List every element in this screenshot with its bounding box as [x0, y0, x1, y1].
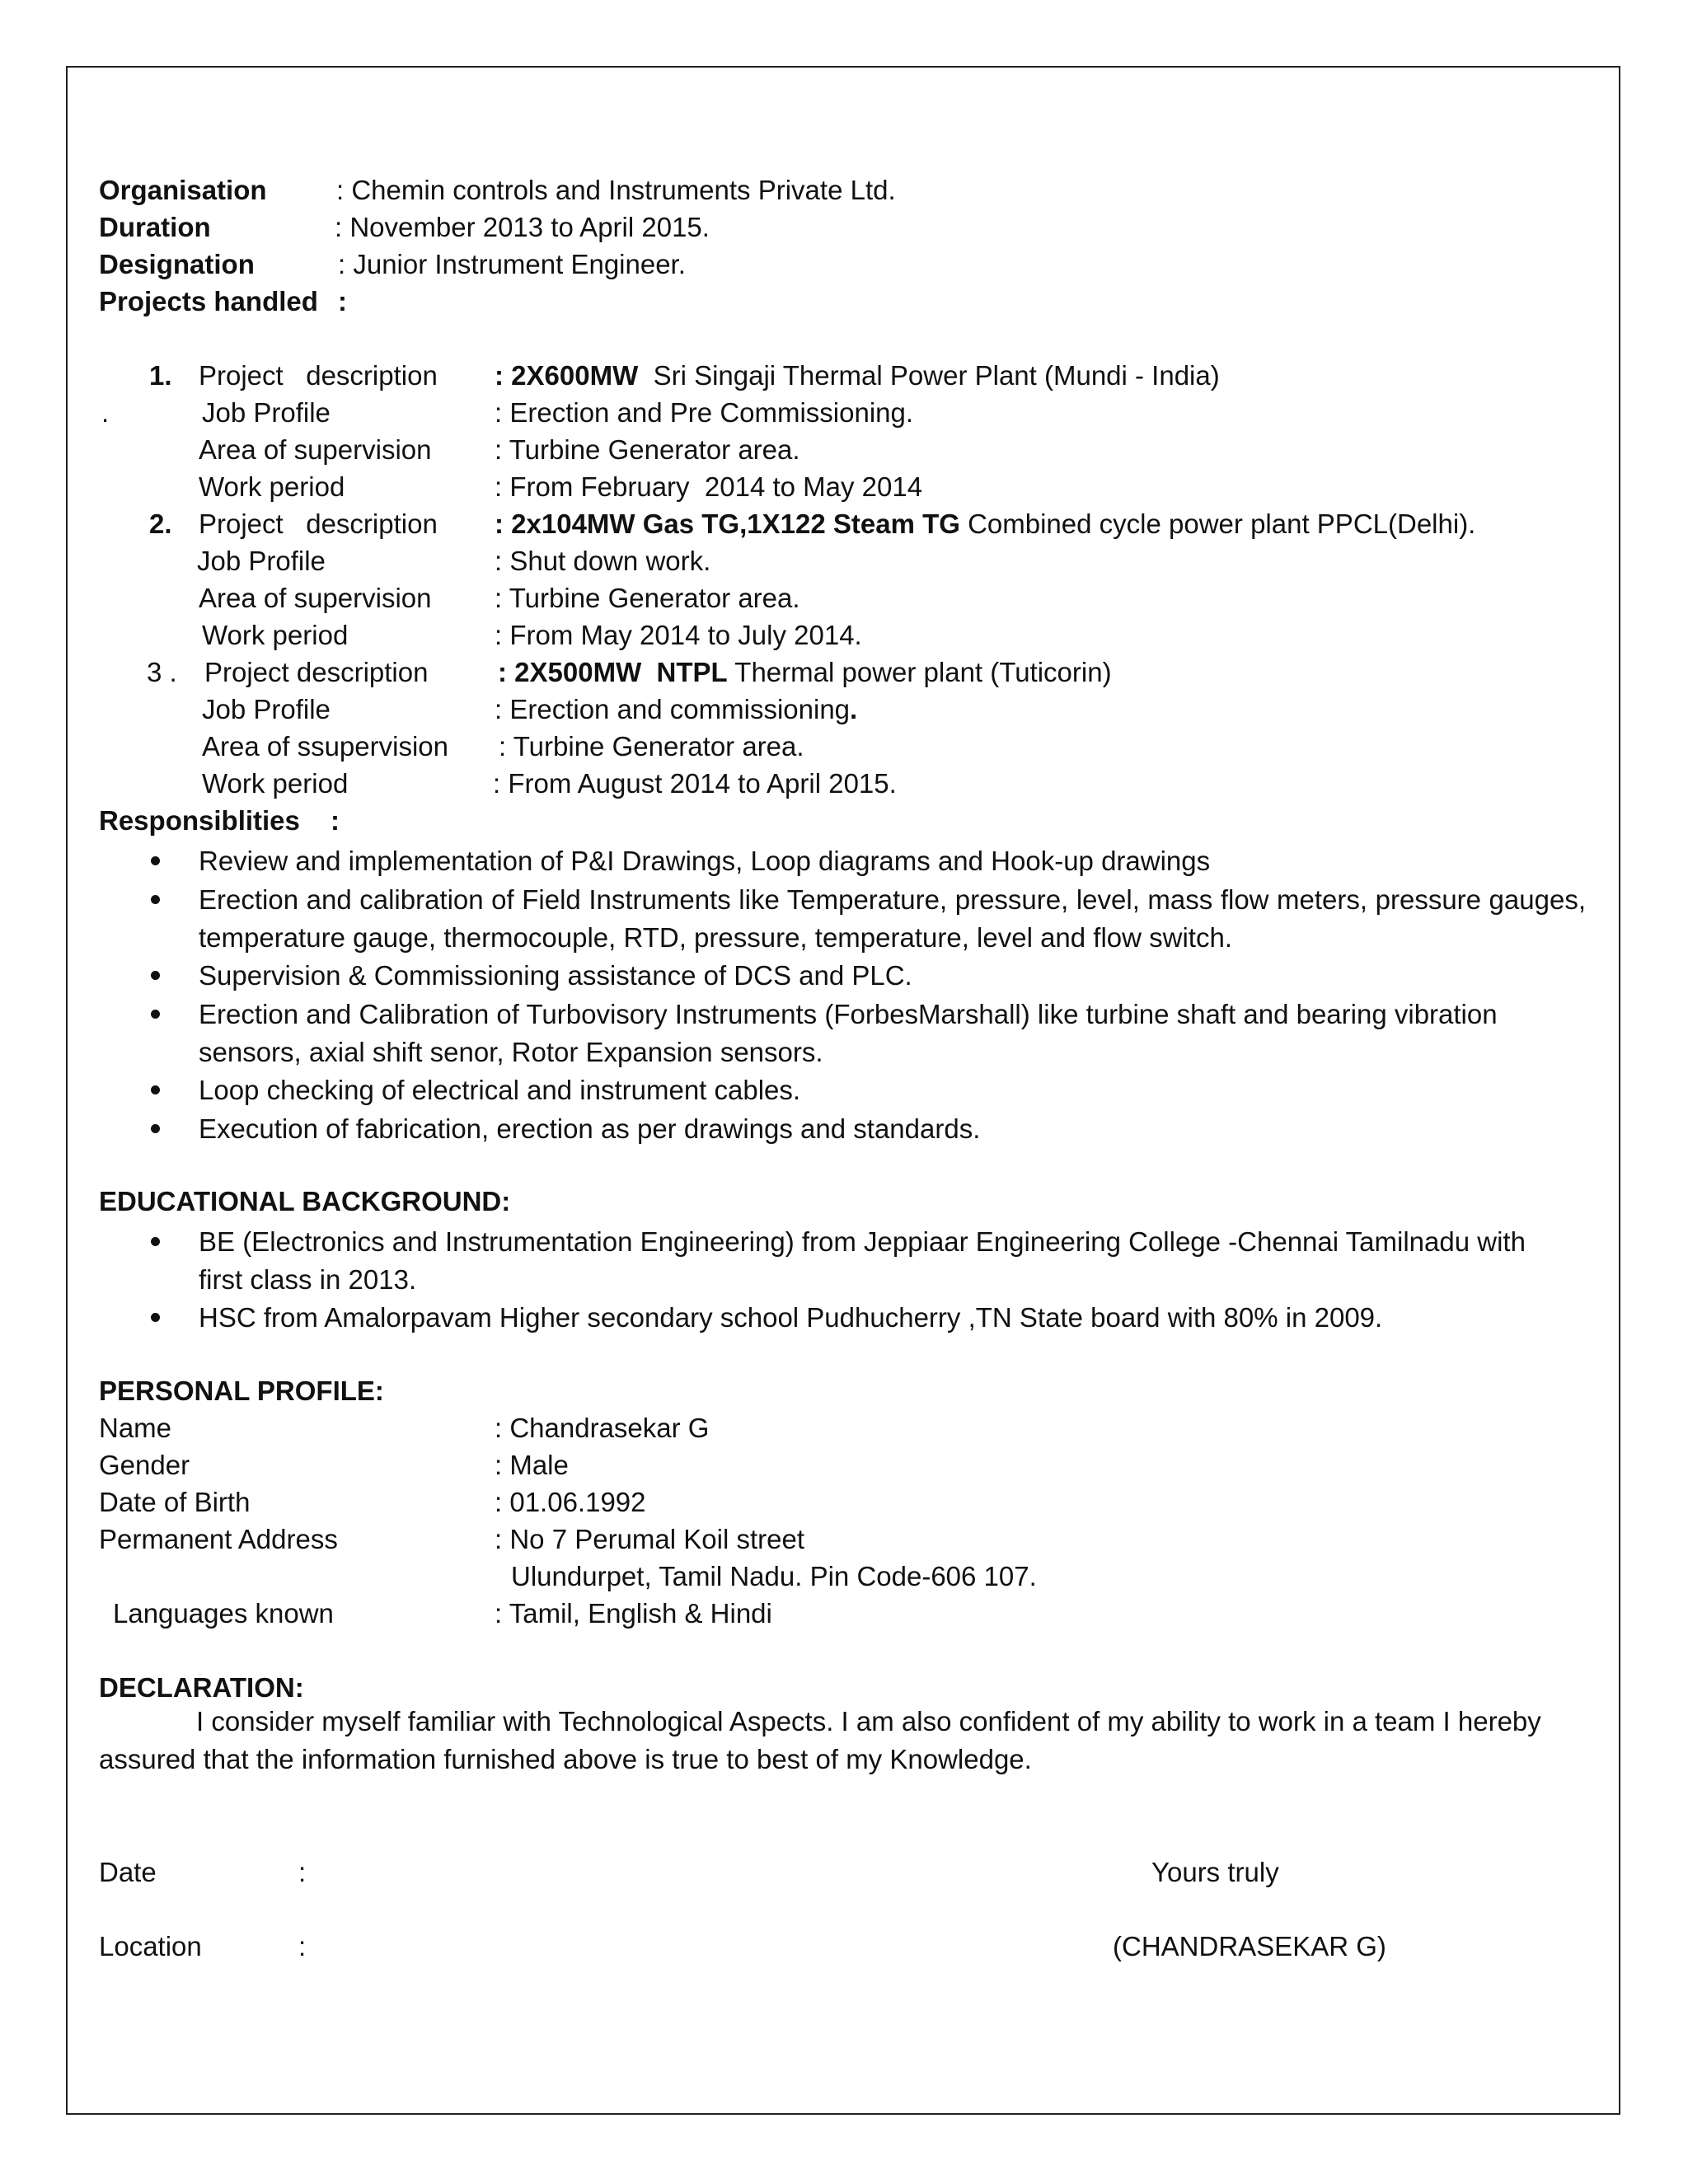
project-1-job-label: Job Profile [202, 397, 331, 428]
bullet-icon [151, 1313, 160, 1322]
bullet-icon [151, 1237, 160, 1246]
project-2-capacity: : 2x104MW Gas TG,1X122 Steam TG [495, 509, 960, 539]
declaration-heading: DECLARATION: [99, 1672, 304, 1703]
project-3-plant: Thermal power plant (Tuticorin) [734, 657, 1112, 687]
address-label: Permanent Address [99, 1524, 338, 1554]
address-line-1: : No 7 Perumal Koil street [495, 1524, 804, 1554]
project-1-description [495, 362, 1220, 389]
bullet-icon [151, 1085, 160, 1094]
project-1-capacity: : 2X600MW [495, 360, 639, 391]
dob-label: Date of Birth [99, 1487, 251, 1517]
address-line-2: Ulundurpet, Tamil Nadu. Pin Code-606 107. [511, 1561, 1037, 1591]
project-3-number: 3 . [147, 657, 177, 687]
duration-label: Duration [99, 212, 211, 242]
project-2-job-label: Job Profile [197, 546, 326, 576]
project-1-period-value: : From February 2014 to May 2014 [495, 471, 923, 502]
project-1-description-label: Project description [199, 360, 438, 391]
declaration-text: I consider myself familiar with Technological Aspects. I am also confident of my ability to work in a team I hereby assured that the information furnished above is true to best of my Knowledge. [99, 1706, 1541, 1774]
projects-handled-colon: : [338, 286, 347, 316]
project-3-job-period: . [850, 694, 858, 724]
date-label: Date [99, 1857, 157, 1887]
project-2-number: 2. [149, 509, 172, 539]
responsibility-item: Supervision & Commissioning assistance of DCS and PLC. [199, 960, 912, 991]
languages-label: Languages known [113, 1598, 334, 1629]
projects-handled-label: Projects handled [99, 286, 318, 316]
responsibilities-colon: : [331, 805, 340, 836]
project-3-job-label: Job Profile [202, 694, 331, 724]
responsibility-item: Execution of fabrication, erection as per drawings and standards. [199, 1113, 981, 1144]
responsibilities-heading: Responsiblities [99, 805, 300, 836]
project-2-area-value: : Turbine Generator area. [495, 583, 800, 613]
location-label: Location [99, 1931, 202, 1961]
project-2-period-label: Work period [202, 620, 349, 650]
date-colon: : [298, 1857, 307, 1887]
project-3-job-text: : Erection and commissioning [495, 694, 851, 724]
project-2-description [495, 510, 1475, 537]
responsibility-item: Erection and calibration of Field Instruments like Temperature, pressure, level, mass flow meters, pressure gauges, temperature gauge, thermocouple, RTD, pressure, temperature, level and flow switch. [199, 884, 1586, 953]
name-value: : Chandrasekar G [495, 1413, 710, 1443]
closing-text: Yours truly [1151, 1857, 1279, 1887]
dob-value: : 01.06.1992 [495, 1487, 646, 1517]
education-item: HSC from Amalorpavam Higher secondary school Pudhucherry ,TN State board with 80% in 2009. [199, 1302, 1383, 1333]
education-item: BE (Electronics and Instrumentation Engineering) from Jeppiaar Engineering College -Chennai Tamilnadu with first class in 2013. [199, 1226, 1526, 1295]
project-2-area-label: Area of supervision [199, 583, 432, 613]
personal-heading: PERSONAL PROFILE: [99, 1376, 384, 1406]
bullet-icon [151, 1010, 160, 1019]
designation-label: Designation [99, 249, 255, 279]
project-1-plant: Sri Singaji Thermal Power Plant (Mundi - India) [653, 360, 1220, 391]
project-2-plant: Combined cycle power plant PPCL(Delhi). [968, 509, 1476, 539]
location-colon: : [298, 1931, 307, 1961]
project-2-period-value: : From May 2014 to July 2014. [495, 620, 862, 650]
stray-dot: . [101, 397, 110, 428]
organisation-value: : Chemin controls and Instruments Private Ltd. [336, 175, 896, 205]
responsibility-item: Loop checking of electrical and instrument cables. [199, 1075, 801, 1105]
responsibility-item: Erection and Calibration of Turbovisory Instruments (ForbesMarshall) like turbine shaft and bearing vibration sensors, axial shift senor, Rotor Expansion sensors. [199, 999, 1498, 1067]
project-3-capacity: : 2X500MW NTPL [498, 657, 728, 687]
project-3-period-label: Work period [202, 768, 349, 799]
languages-value: : Tamil, English & Hindi [495, 1598, 772, 1629]
signature-name: (CHANDRASEKAR G) [1113, 1931, 1386, 1961]
project-3-period-value: : From August 2014 to April 2015. [493, 768, 897, 799]
gender-value: : Male [495, 1450, 569, 1480]
gender-label: Gender [99, 1450, 190, 1480]
bullet-icon [151, 971, 160, 980]
project-1-area-label: Area of supervision [199, 434, 432, 465]
project-1-period-label: Work period [199, 471, 345, 502]
organisation-label: Organisation [99, 175, 267, 205]
name-label: Name [99, 1413, 172, 1443]
bullet-icon [151, 895, 160, 904]
project-3-area-value: : Turbine Generator area. [499, 731, 804, 762]
project-1-number: 1. [149, 360, 172, 391]
project-3-job-value [495, 696, 857, 723]
project-3-description-label: Project description [204, 657, 429, 687]
project-1-job-value: : Erection and Pre Commissioning. [495, 397, 914, 428]
bullet-icon [151, 1124, 160, 1133]
project-1-area-value: : Turbine Generator area. [495, 434, 800, 465]
designation-value: : Junior Instrument Engineer. [338, 249, 686, 279]
responsibility-item: Review and implementation of P&I Drawings, Loop diagrams and Hook-up drawings [199, 846, 1211, 876]
duration-value: : November 2013 to April 2015. [335, 212, 710, 242]
bullet-icon [151, 856, 160, 865]
education-heading: EDUCATIONAL BACKGROUND: [99, 1186, 511, 1216]
project-2-description-label: Project description [199, 509, 438, 539]
project-3-description [498, 658, 1112, 686]
project-3-area-label: Area of ssupervision [202, 731, 448, 762]
project-2-job-value: : Shut down work. [495, 546, 711, 576]
